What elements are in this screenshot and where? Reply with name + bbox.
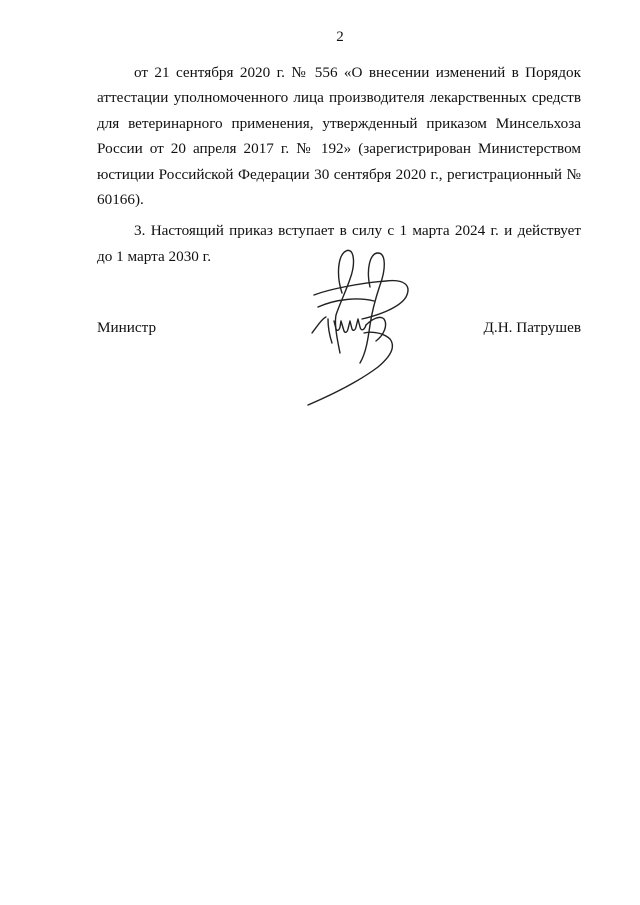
page-number: 2 (336, 29, 344, 45)
handwritten-signature (300, 245, 420, 410)
signatory-title: Министр (97, 319, 157, 336)
signatory-name: Д.Н. Патрушев (483, 319, 581, 336)
paragraph-effective-date: 3. Настоящий приказ вступает в силу с 1 марта 2024 г. и действует до 1 марта 2030 г. (97, 222, 581, 265)
body-text (97, 60, 581, 269)
paragraph-order-reference: от 21 сентября 2020 г. № 556 «О внесении изменений в Порядок аттестации уполномоченного лица производителя лекарственных средств для ветеринарного применения, утвержденный приказом Минсельхоза России от 20 апреля 2017 г. № 192» (зарегистрирован Министерством юстиции Российской Федерации 30 сентября 2020 г., регистрационный № 60166). (97, 64, 581, 209)
